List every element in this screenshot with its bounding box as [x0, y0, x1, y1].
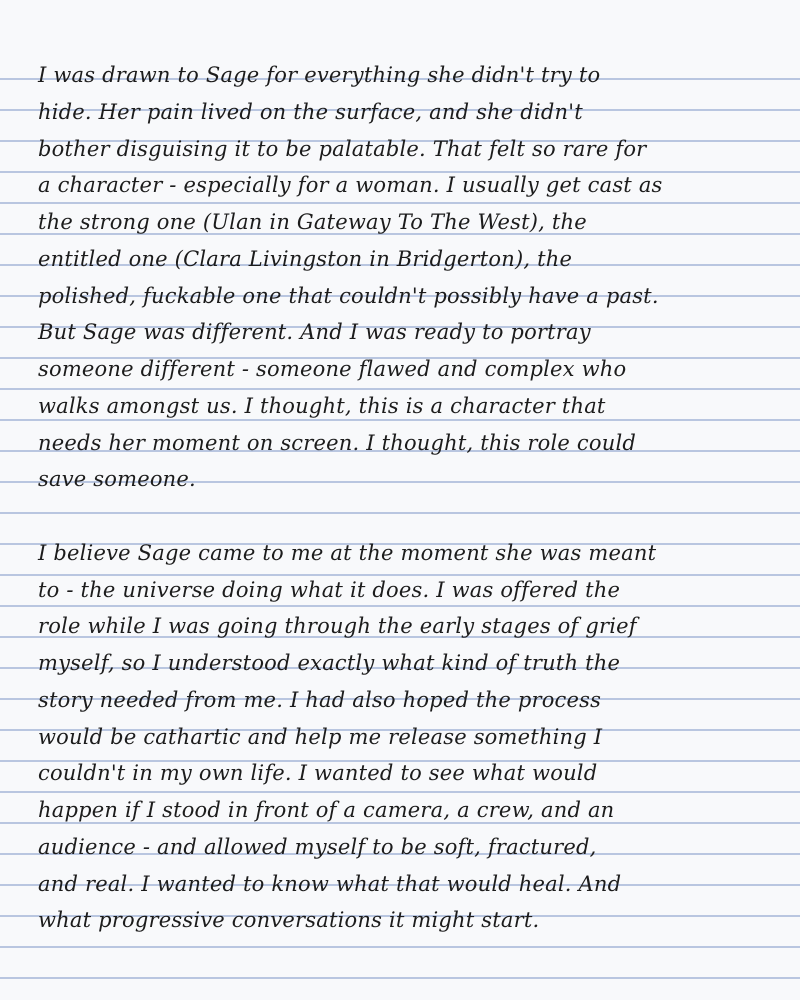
- text-line: couldn't in my own life. I wanted to see what would: [38, 761, 598, 785]
- text-line: I was drawn to Sage for everything she didn't try to: [38, 63, 601, 87]
- text-line: save someone.: [38, 467, 196, 491]
- text-line: a character - especially for a woman. I usually get cast as: [38, 173, 663, 197]
- text-line: hide. Her pain lived on the surface, and she didn't: [38, 100, 583, 124]
- text-line: walks amongst us. I thought, this is a character that: [38, 394, 606, 418]
- text-line: story needed from me. I had also hoped the process: [38, 688, 602, 712]
- text-line: and real. I wanted to know what that would heal. And: [38, 872, 622, 896]
- text-line: the strong one (Ulan in Gateway To The West), the: [38, 210, 587, 234]
- text-line: bother disguising it to be palatable. That felt so rare for: [38, 137, 647, 161]
- text-line: But Sage was different. And I was ready to portray: [38, 320, 591, 344]
- text-line: myself, so I understood exactly what kind of truth the: [38, 651, 621, 675]
- text-line: polished, fuckable one that couldn't possibly have a past.: [38, 284, 659, 308]
- text-line: role while I was going through the early stages of grief: [38, 614, 637, 638]
- text-line: would be cathartic and help me release something I: [38, 725, 603, 749]
- text-line: audience - and allowed myself to be soft, fractured,: [38, 835, 597, 859]
- text-line: entitled one (Clara Livingston in Bridgerton), the: [38, 247, 573, 271]
- text-line: happen if I stood in front of a camera, a crew, and an: [38, 798, 615, 822]
- text-line: to - the universe doing what it does. I was offered the: [38, 578, 621, 602]
- text-line: needs her moment on screen. I thought, this role could: [38, 431, 637, 455]
- text-line: someone different - someone flawed and complex who: [38, 357, 627, 381]
- text-line: what progressive conversations it might start.: [38, 908, 540, 932]
- text-line: I believe Sage came to me at the moment she was meant: [38, 541, 657, 565]
